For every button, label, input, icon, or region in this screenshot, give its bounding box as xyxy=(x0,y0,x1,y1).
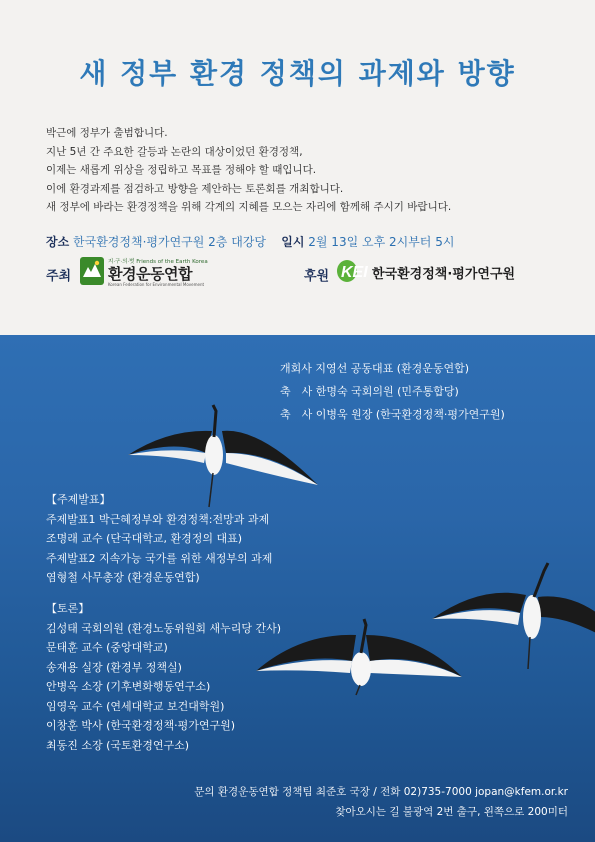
intro-line: 박근에 정부가 출범합니다. xyxy=(46,127,168,139)
kfem-logo-small: 지·구·의·벗 Friends of the Earth Korea xyxy=(108,259,208,265)
venue-datetime-row xyxy=(46,233,566,250)
kei-logo-mark: KEI xyxy=(341,264,368,281)
intro-line: 이에 환경과제를 점검하고 방향을 제안하는 토론회를 개최합니다. xyxy=(46,182,344,195)
page-title: 새 정부 환경 정책의 과제와 방향 xyxy=(79,57,516,90)
speaker-line: 축 사 한명숙 국회의원 (민주통합당) xyxy=(280,385,459,398)
list-item: 조명래 교수 (단국대학교, 환경정의 대표) xyxy=(46,532,243,545)
crane-icon xyxy=(256,619,462,695)
kfem-logo-eng: Korean Federation for Environmental Movement xyxy=(108,282,205,287)
list-item: 주제발표2 지속가능 국가를 위한 새정부의 과제 xyxy=(46,551,273,565)
list-item: 안병옥 소장 (기후변화행동연구소) xyxy=(46,680,211,693)
list-item: 이창훈 박사 (한국환경정책·평가연구원) xyxy=(46,719,236,732)
kfem-logo-icon xyxy=(80,257,104,285)
sponsor-label: 후원 xyxy=(304,269,330,284)
intro-line: 새 정부에 바라는 환경정책을 위해 각계의 지혜를 모으는 자리에 함께해 주시기 바랍니다. xyxy=(46,201,452,213)
sponsor-name: 한국환경정책·평가연구원 xyxy=(372,267,516,282)
datetime-label: 일시 xyxy=(281,235,305,249)
list-item: 최동진 소장 (국토환경연구소) xyxy=(46,738,190,752)
list-item: 문태훈 교수 (중앙대학교) xyxy=(46,641,168,654)
venue-label: 장소 xyxy=(46,235,70,249)
crane-icon xyxy=(432,563,595,669)
section-heading: 【주제발표】 xyxy=(46,493,111,506)
directions-info: 찾아오시는 길 불광역 2번 출구, 왼쪽으로 200미터 xyxy=(335,806,568,818)
speaker-line: 축 사 이병욱 원장 (한국환경정책·평가연구원) xyxy=(280,408,505,421)
list-item: 송재용 실장 (환경부 정책실) xyxy=(46,660,182,674)
venue-value: 한국환경정책·평가연구원 2층 대강당 xyxy=(73,235,266,249)
list-item: 염형철 사무총장 (환경운동연합) xyxy=(46,571,200,584)
contact-info: 문의 환경운동연합 정책팀 최준호 국장 / 전화 02)735-7000 jopan@kfem.or.kr xyxy=(194,786,568,798)
section-heading: 【토론】 xyxy=(46,602,90,615)
speaker-line: 개회사 지영선 공동대표 (환경운동연합) xyxy=(280,362,470,375)
intro-line: 지난 5년 간 주요한 갈등과 논란의 대상이었던 환경정책, xyxy=(46,145,303,158)
list-item: 임영욱 교수 (연세대학교 보건대학원) xyxy=(46,699,225,713)
discussion-section xyxy=(46,599,281,755)
footer xyxy=(0,782,568,822)
list-item: 주제발표1 박근혜정부와 환경정책:전망과 과제 xyxy=(46,512,270,526)
header-panel xyxy=(0,0,595,335)
kei-logo-icon xyxy=(337,259,369,283)
host-sponsor-row xyxy=(46,257,556,291)
intro-text xyxy=(46,124,566,217)
list-item: 김성태 국회의원 (환경노동위원회 새누리당 간사) xyxy=(46,621,282,635)
opening-speakers xyxy=(280,357,505,426)
presentations-section xyxy=(46,490,272,588)
kfem-logo-name: 환경운동연합 xyxy=(108,265,192,283)
intro-line: 이제는 새롭게 위상을 정립하고 목표를 정해야 할 때입니다. xyxy=(46,164,317,176)
host-label: 주최 xyxy=(46,269,72,284)
kfem-logo-text xyxy=(108,257,228,287)
datetime-value: 2월 13일 오후 2시부터 5시 xyxy=(308,235,455,249)
